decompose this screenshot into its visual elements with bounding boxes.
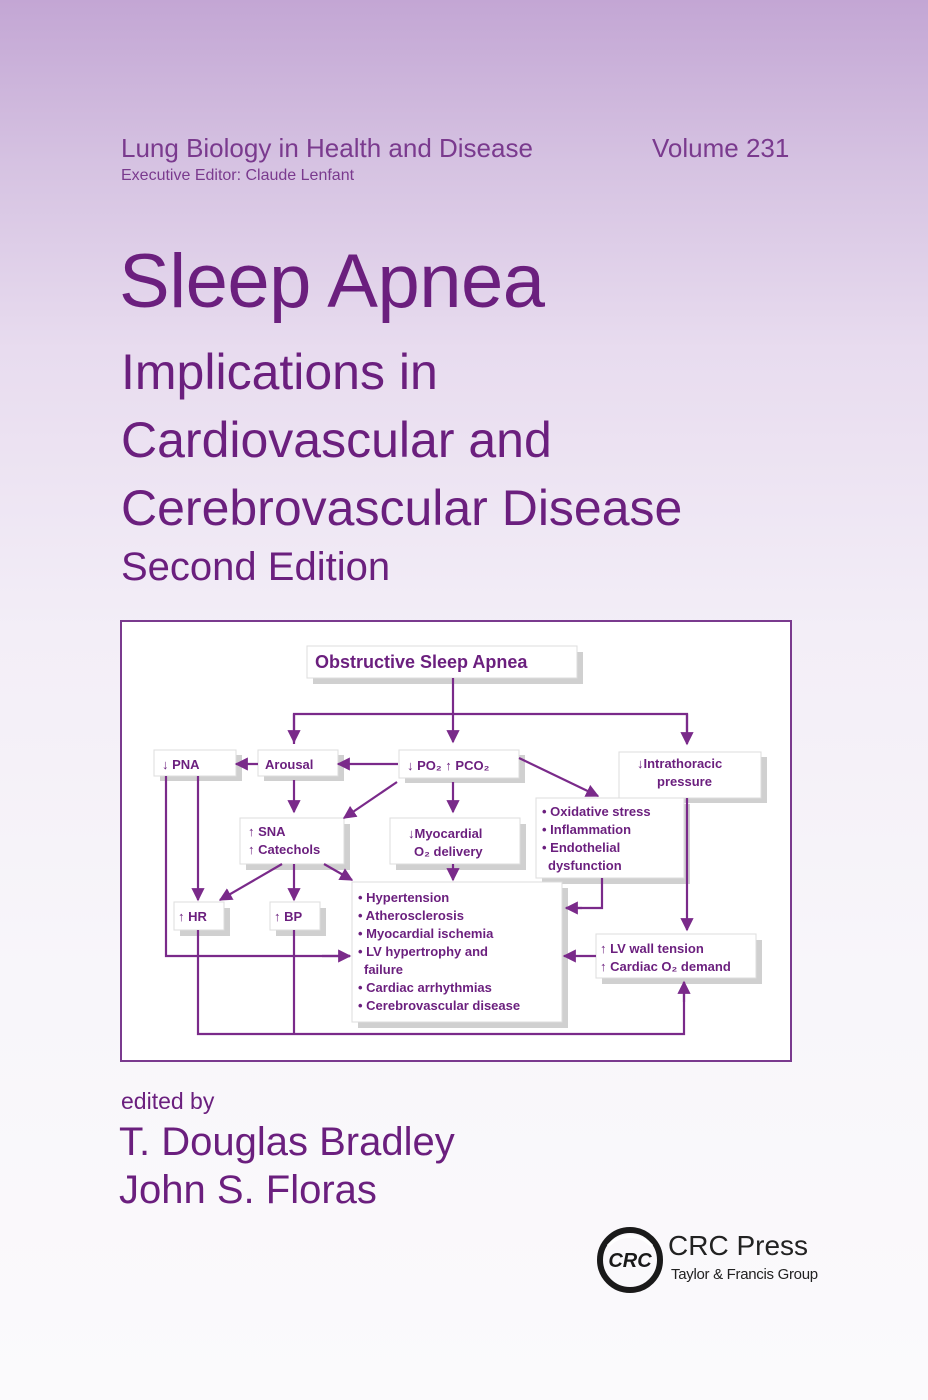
crc-logo bbox=[596, 1226, 664, 1294]
book-title: Sleep Apnea bbox=[119, 239, 545, 324]
crc-logo-icon bbox=[596, 1226, 664, 1294]
diagram-sna-2: ↑ Catechols bbox=[248, 842, 321, 857]
volume-number: Volume 231 bbox=[652, 133, 790, 163]
diagram-oxidative-4: dysfunction bbox=[548, 858, 622, 873]
diagram-lv-1: ↑ LV wall tension bbox=[600, 941, 704, 956]
diagram-bp: ↑ BP bbox=[274, 909, 303, 924]
editor-name-2: John S. Floras bbox=[119, 1168, 377, 1212]
editor-name-1: T. Douglas Bradley bbox=[119, 1120, 455, 1164]
diagram-arousal: Arousal bbox=[265, 757, 314, 772]
diagram-oxidative-2: • Inflammation bbox=[542, 822, 632, 837]
diagram-outcome-2: • Atherosclerosis bbox=[358, 908, 464, 923]
diagram-outcome-6: • Cardiac arrhythmias bbox=[358, 980, 492, 995]
diagram-intrathoracic-1: ↓Intrathoracic bbox=[637, 756, 723, 771]
crc-logo-text: CRC bbox=[608, 1250, 652, 1272]
diagram-lv-2: ↑ Cardiac O₂ demand bbox=[600, 959, 731, 974]
diagram-hr: ↑ HR bbox=[178, 909, 207, 924]
diagram-sna-1: ↑ SNA bbox=[248, 824, 286, 839]
diagram-osa: Obstructive Sleep Apnea bbox=[315, 652, 528, 672]
diagram-outcome-1: • Hypertension bbox=[358, 890, 450, 905]
diagram-myocardial-2: O₂ delivery bbox=[414, 844, 483, 859]
subtitle-line-2: Cardiovascular and bbox=[121, 412, 552, 468]
diagram-outcome-7: • Cerebrovascular disease bbox=[358, 998, 521, 1013]
edited-by-label: edited by bbox=[121, 1088, 215, 1114]
diagram-outcome-3: • Myocardial ischemia bbox=[358, 926, 494, 941]
diagram-oxidative-1: • Oxidative stress bbox=[542, 804, 651, 819]
diagram-gas: ↓ PO₂ ↑ PCO₂ bbox=[407, 758, 490, 773]
publisher-name: CRC Press bbox=[668, 1230, 809, 1261]
diagram-outcome-4: • LV hypertrophy and bbox=[358, 944, 488, 959]
diagram-pna: ↓ PNA bbox=[162, 757, 200, 772]
diagram-intrathoracic-2: pressure bbox=[657, 774, 712, 789]
diagram-oxidative-3: • Endothelial bbox=[542, 840, 621, 855]
diagram-outcome-5: failure bbox=[364, 962, 404, 977]
diagram-myocardial-1: ↓Myocardial bbox=[408, 826, 483, 841]
subtitle-line-1: Implications in bbox=[121, 344, 438, 400]
publisher-group: Taylor & Francis Group bbox=[671, 1266, 818, 1283]
executive-editor: Executive Editor: Claude Lenfant bbox=[121, 167, 355, 184]
edition: Second Edition bbox=[121, 545, 391, 589]
book-subtitle bbox=[121, 338, 682, 542]
subtitle-line-3: Cerebrovascular Disease bbox=[121, 480, 683, 536]
series-title: Lung Biology in Health and Disease bbox=[121, 133, 533, 163]
osa-flowchart bbox=[122, 622, 790, 1060]
cover-diagram bbox=[120, 620, 792, 1062]
